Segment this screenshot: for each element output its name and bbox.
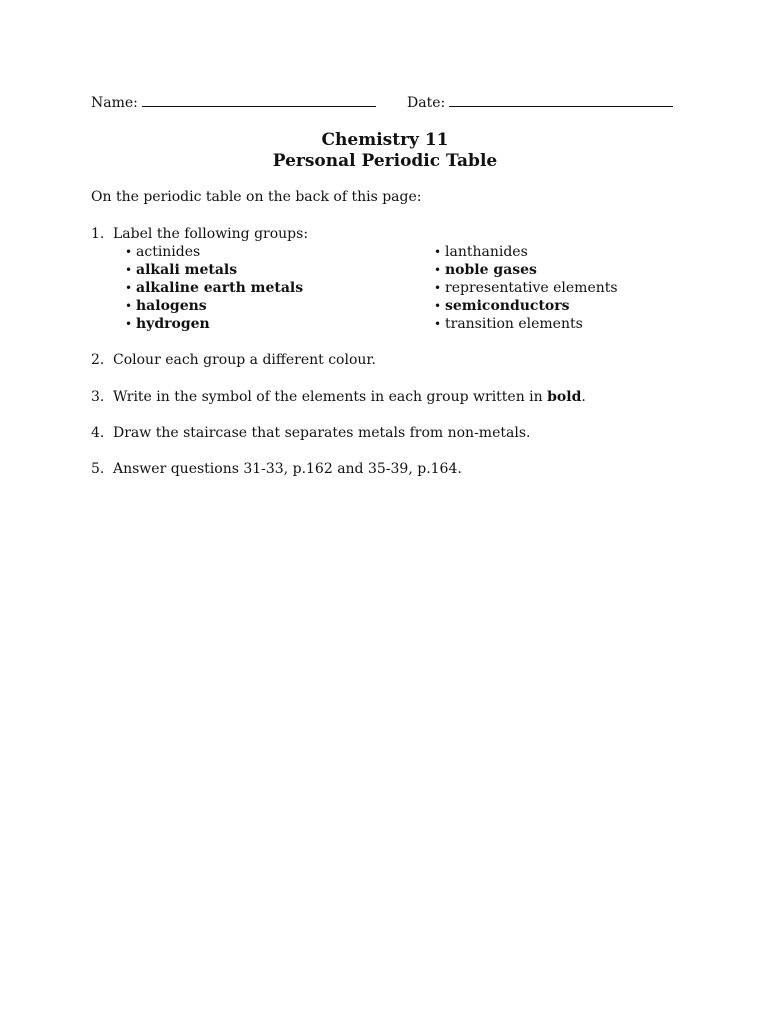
question-text: Draw the staircase that separates metals from non-metals. (113, 425, 531, 441)
question-5 (91, 460, 691, 478)
question-text: Answer questions 31-33, p.162 and 35-39, p.164. (113, 461, 462, 477)
group-label: noble gases (445, 262, 537, 278)
question-2 (91, 351, 691, 369)
question-1 (91, 225, 691, 333)
date-label: Date: (407, 95, 446, 111)
group-list-left (125, 243, 434, 333)
group-list-item (434, 261, 618, 279)
bullet-icon: • (434, 281, 442, 295)
group-list-item (434, 297, 618, 315)
question-text-end: . (581, 389, 586, 405)
bullet-icon: • (125, 299, 133, 313)
question-text: Write in the symbol of the elements in each group written in (113, 389, 548, 405)
question-text: Colour each group a different colour. (113, 352, 376, 368)
group-list-item (434, 243, 618, 261)
group-label: semiconductors (445, 298, 570, 314)
group-list-item (434, 315, 618, 333)
question-number: 1. (91, 226, 105, 242)
date-field (407, 93, 681, 112)
bullet-icon: • (434, 299, 442, 313)
question-text: Label the following groups: (113, 226, 309, 242)
group-label: transition elements (445, 316, 583, 332)
name-field (91, 93, 407, 112)
group-label: lanthanides (445, 244, 528, 260)
group-list-item (125, 261, 434, 279)
group-label: hydrogen (136, 316, 210, 332)
group-label: representative elements (445, 280, 618, 296)
question-number: 3. (91, 389, 105, 405)
question-number: 4. (91, 425, 105, 441)
group-list-item (125, 297, 434, 315)
date-blank-line (449, 93, 673, 107)
page-title (0, 130, 770, 172)
question-text-bold: bold (547, 389, 582, 405)
group-list-item (125, 279, 434, 297)
question-number: 5. (91, 461, 105, 477)
bullet-icon: • (125, 317, 133, 331)
name-blank-line (142, 93, 376, 107)
group-label: halogens (136, 298, 207, 314)
group-label: alkali metals (136, 262, 238, 278)
intro-text: On the periodic table on the back of this page: (91, 189, 422, 205)
bullet-icon: • (125, 263, 133, 277)
bullet-icon: • (125, 281, 133, 295)
title-line-2: Personal Periodic Table (272, 151, 498, 171)
group-list-item (125, 243, 434, 261)
title-line-1: Chemistry 11 (321, 130, 449, 150)
group-list-right (434, 243, 618, 333)
bullet-icon: • (434, 263, 442, 277)
question-4 (91, 424, 691, 442)
question-3 (91, 388, 691, 406)
name-label: Name: (91, 95, 138, 111)
bullet-icon: • (125, 245, 133, 259)
group-list-item (125, 315, 434, 333)
bullet-icon: • (434, 245, 442, 259)
group-list-item (434, 279, 618, 297)
header-fields (91, 93, 681, 112)
group-label: alkaline earth metals (136, 280, 304, 296)
group-label: actinides (136, 244, 201, 260)
bullet-icon: • (434, 317, 442, 331)
group-list (125, 243, 691, 333)
question-number: 2. (91, 352, 105, 368)
